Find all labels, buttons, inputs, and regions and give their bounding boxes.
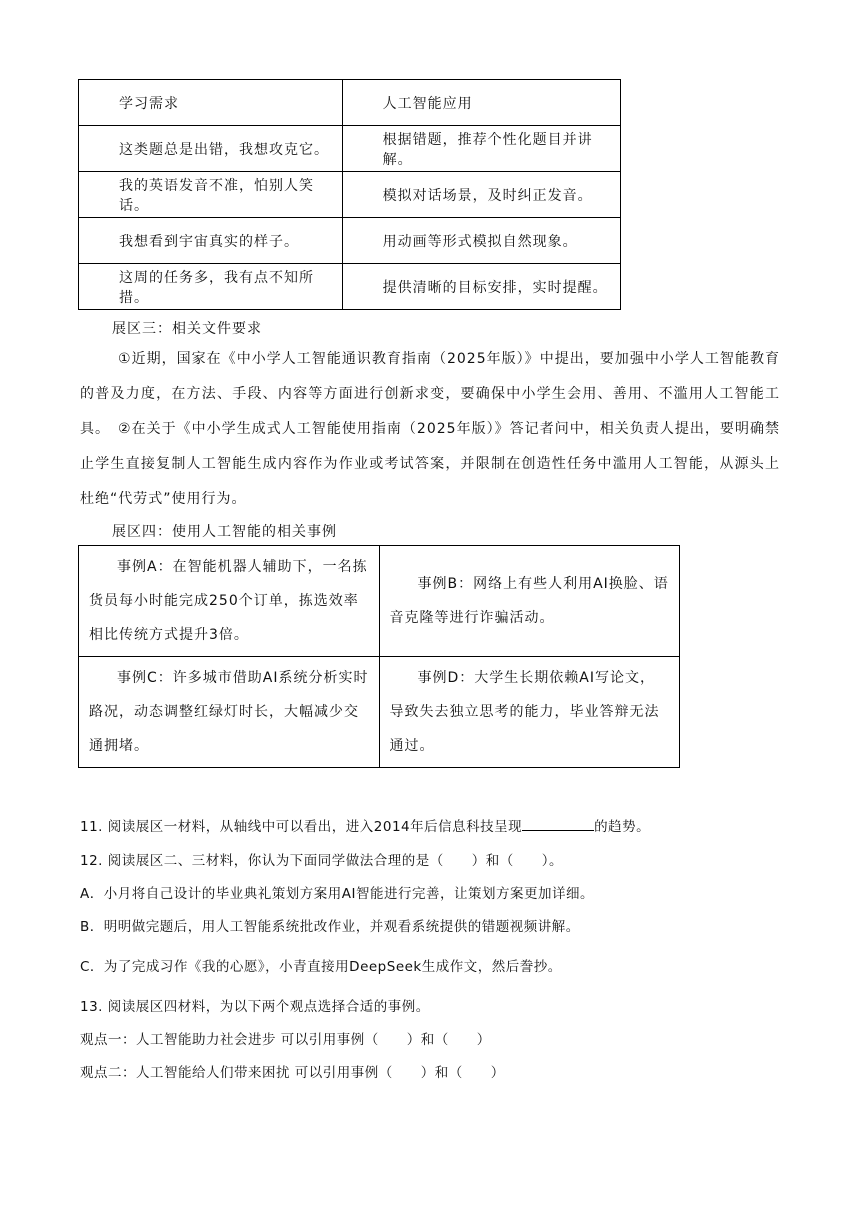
option-c-text: C．为了完成习作《我的心愿》，小青直接用DeepSeek生成作文，然后誊抄。 [80,959,562,975]
case-c-text: 事例C：许多城市借助AI系统分析实时路况，动态调整红绿灯时长，大幅减少交通拥堵。 [89,670,369,754]
table-cell: 用动画等形式模拟自然现象。 [342,218,620,264]
option-b [80,915,580,936]
viewpoint-2 [80,1061,505,1082]
table-row [79,546,680,657]
answer-blank[interactable] [522,818,594,831]
option-c [80,955,562,976]
question-13 [80,995,430,1016]
case-a-cell [79,546,380,657]
table-cell: 根据错题，推荐个性化题目并讲解。 [342,126,620,172]
table-row [79,218,621,264]
section4-title: 展区四：使用人工智能的相关事例 [112,524,337,540]
table-row [79,657,680,768]
section3-paragraph-1: ①近期，国家在《中小学人工智能通识教育指南（2025年版）》中提出，要加强中小学人工智能教育的普及力度，在方法、手段、内容等方面进行创新求变，要确保中小学生会用、善用、不滥用人工智能工具。 [80,351,780,437]
case-b-cell [379,546,680,657]
case-c-cell [79,657,380,768]
question-11 [80,815,650,836]
question-11-tail: 的趋势。 [594,819,651,835]
option-a [80,882,594,903]
needs-ai-table [78,79,621,310]
viewpoint-1 [80,1028,491,1049]
table-cell: 这类题总是出错，我想攻克它。 [79,126,343,172]
viewpoint-1-text: 观点一：人工智能助力社会进步 可以引用事例（ ）和（ ） [80,1032,491,1048]
table-header-row [79,80,621,126]
table-header-cell: 学习需求 [79,80,343,126]
table-cell: 这周的任务多，我有点不知所措。 [79,264,343,310]
table-header-cell: 人工智能应用 [342,80,620,126]
question-13-text: 13. 阅读展区四材料，为以下两个观点选择合适的事例。 [80,999,430,1015]
table-cell: 我想看到宇宙真实的样子。 [79,218,343,264]
section3-paragraph-2: ②在关于《中小学生成式人工智能使用指南（2025年版）》答记者问中，相关负责人提出，要明确禁止学生直接复制人工智能生成内容作为作业或考试答案，并限制在创造性任务中滥用人工智能，从源头上杜绝“代劳式”使用行为。 [80,421,780,507]
table-row [79,264,621,310]
question-12 [80,849,563,870]
case-d-text: 事例D：大学生长期依赖AI写论文，导致失去独立思考的能力，毕业答辩无法通过。 [389,670,660,754]
case-b-text: 事例B：网络上有些人利用AI换脸、语音克隆等进行诈骗活动。 [389,576,669,626]
option-b-text: B．明明做完题后，用人工智能系统批改作业，并观看系统提供的错题视频讲解。 [80,919,580,935]
option-a-text: A．小月将自己设计的毕业典礼策划方案用AI智能进行完善，让策划方案更加详细。 [80,886,594,902]
case-d-cell [379,657,680,768]
table-row [79,126,621,172]
viewpoint-2-text: 观点二：人工智能给人们带来困扰 可以引用事例（ ）和（ ） [80,1065,505,1081]
table-row [79,172,621,218]
cases-table [78,545,680,768]
question-11-text: 11. 阅读展区一材料，从轴线中可以看出，进入2014年后信息科技呈现 [80,819,523,835]
table-cell: 我的英语发音不准，怕别人笑话。 [79,172,343,218]
table-cell: 模拟对话场景，及时纠正发音。 [342,172,620,218]
case-a-text: 事例A：在智能机器人辅助下，一名拣货员每小时能完成250个订单，拣选效率相比传统方式提升3倍。 [89,559,368,643]
table-cell: 提供清晰的目标安排，实时提醒。 [342,264,620,310]
question-12-text: 12. 阅读展区二、三材料，你认为下面同学做法合理的是（ ）和（ ）。 [80,853,564,869]
section3-title: 展区三：相关文件要求 [112,321,262,337]
